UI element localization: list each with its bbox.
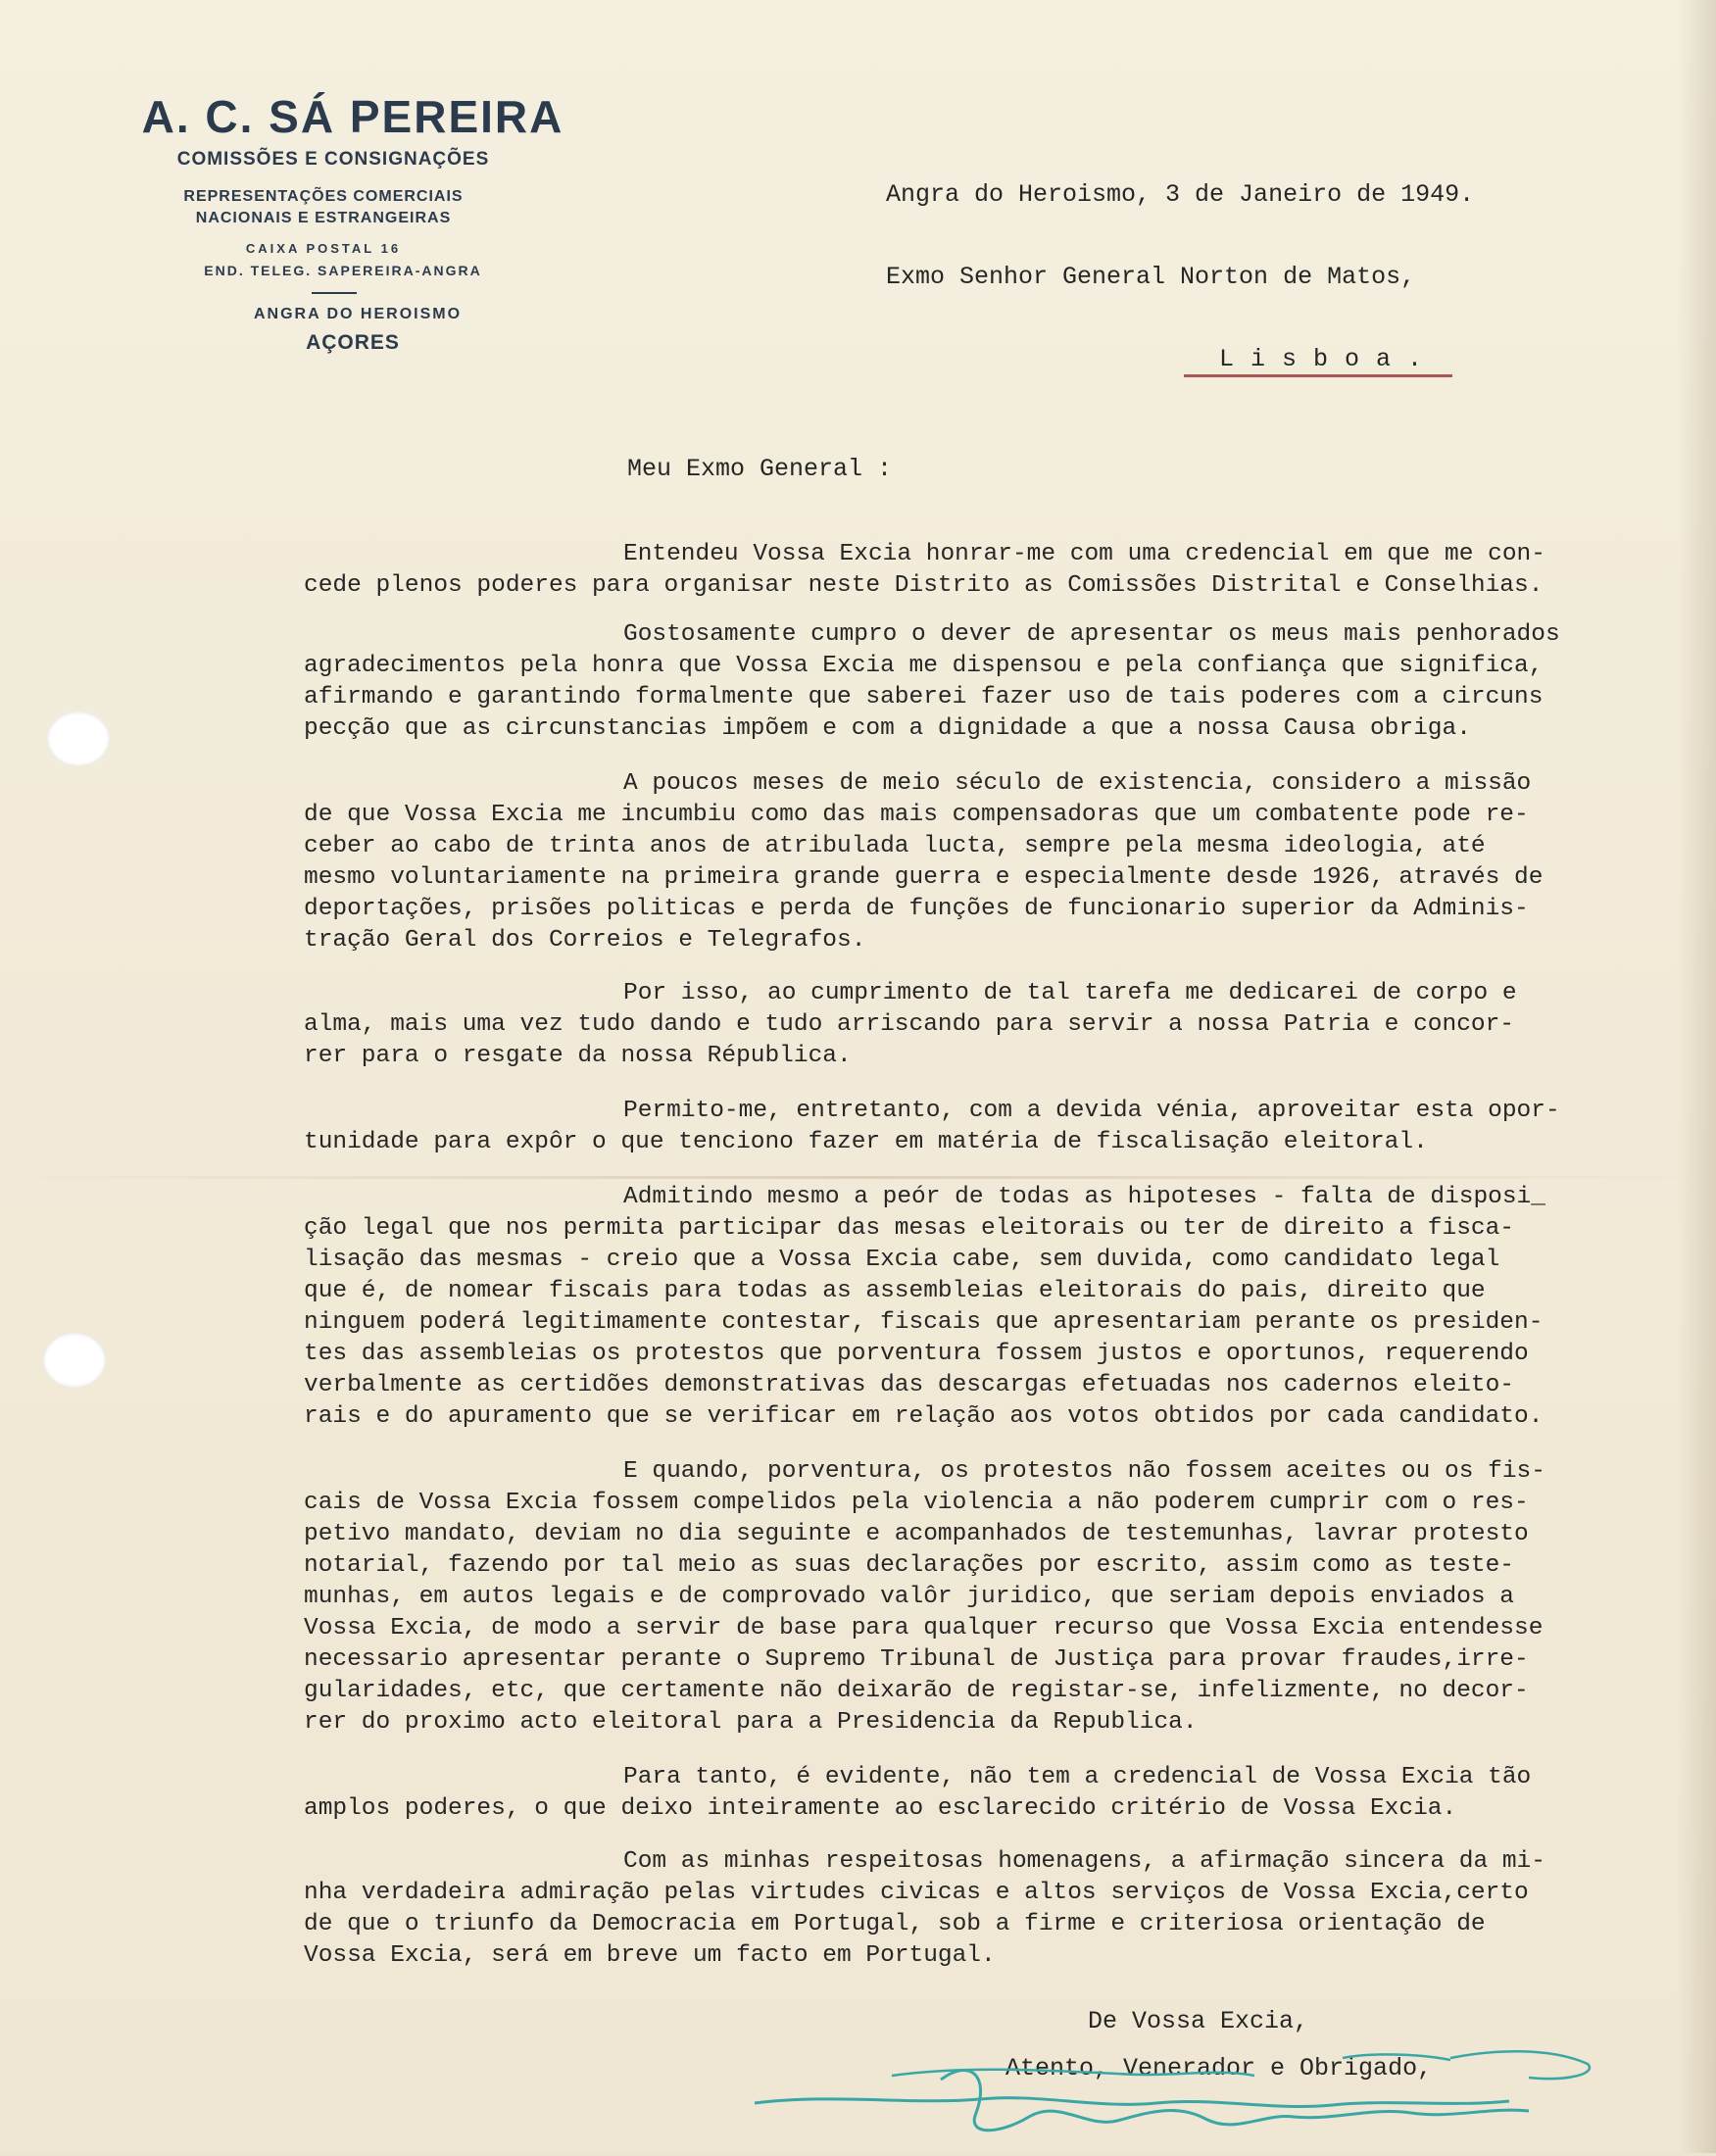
body-line: necessario apresentar perante o Supremo Tribunal de Justiça para provar fraudes,irre-: [304, 1646, 1529, 1673]
letterhead-region: AÇORES: [306, 331, 400, 354]
body-line: Entendeu Vossa Excia honrar-me com uma credencial em que me con-: [623, 541, 1545, 567]
punch-hole-upper: [47, 711, 110, 766]
body-line: Admitindo mesmo a peór de todas as hipoteses - falta de disposi_: [623, 1184, 1545, 1210]
body-line: Permito-me, entretanto, com a devida vénia, aproveitar esta opor-: [623, 1098, 1560, 1124]
body-line: deportações, prisões politicas e perda de funções de funcionario superior da Adminis-: [304, 896, 1529, 922]
body-line: Com as minhas respeitosas homenagens, a afirmação sincera da mi-: [623, 1848, 1545, 1875]
body-line: cais de Vossa Excia fossem compelidos pela violencia a não poderem cumprir com o res-: [304, 1490, 1529, 1516]
letterhead-city: ANGRA DO HEROISMO: [253, 306, 463, 322]
body-line: mesmo voluntariamente na primeira grande guerra e especialmente desde 1926, através de: [304, 864, 1544, 891]
body-line: lisação das mesmas - creio que a Vossa Excia cabe, sem duvida, como candidato legal: [304, 1247, 1500, 1273]
body-line: amplos poderes, o que deixo inteiramente ao esclarecido critério de Vossa Excia.: [304, 1795, 1457, 1822]
body-line: munhas, em autos legais e de comprovado valôr juridico, que seriam depois enviados a: [304, 1584, 1515, 1610]
body-line: Gostosamente cumpro o dever de apresentar os meus mais penhorados: [623, 621, 1560, 648]
body-line: pecção que as circunstancias impõem e com a dignidade a que a nossa Causa obriga.: [304, 715, 1471, 742]
letterhead-postal-box: CAIXA POSTAL 16: [245, 241, 402, 256]
body-line: tes das assembleias os protestos que porventura fossem justos e oportunos, requerendo: [304, 1341, 1529, 1367]
body-line: tração Geral dos Correios e Telegrafos.: [304, 927, 866, 954]
body-line: cede plenos poderes para organisar neste Distrito as Comissões Distrital e Conselhias.: [304, 572, 1544, 599]
body-line: nha verdadeira admiração pelas virtudes civicas e altos serviços de Vossa Excia,certo: [304, 1880, 1529, 1906]
body-line: alma, mais uma vez tudo dando e tudo arriscando para servir a nossa Patria e concor-: [304, 1011, 1515, 1038]
body-line: de que Vossa Excia me incumbiu como das mais compensadoras que um combatente pode re-: [304, 802, 1529, 828]
letterhead-line-2: REPRESENTAÇÕES COMERCIAIS: [183, 188, 464, 205]
body-line: que é, de nomear fiscais para todas as assembleias eleitorais do pais, direito que: [304, 1278, 1486, 1304]
body-line: ção legal que nos permita participar das mesas eleitorais ou ter de direito a fisca-: [304, 1215, 1515, 1242]
letterhead-representations: [137, 186, 510, 229]
body-line: de que o triunfo da Democracia em Portugal, sob a firme e criteriosa orientação de: [304, 1911, 1486, 1937]
city-underline: [1184, 374, 1452, 377]
body-line: Vossa Excia, de modo a servir de base para qualquer recurso que Vossa Excia entendesse: [304, 1615, 1544, 1642]
closing-line-2: Atento, Venerador e Obrigado,: [1005, 2054, 1433, 2082]
body-line: notarial, fazendo por tal meio as suas declarações por escrito, assim como as teste-: [304, 1552, 1515, 1579]
body-line: petivo mandato, deviam no dia seguinte e acompanhados de testemunhas, lavrar protesto: [304, 1521, 1529, 1547]
letterhead-business: COMISSÕES E CONSIGNAÇÕES: [176, 149, 490, 170]
body-line: agradecimentos pela honra que Vossa Excia me dispensou e pela confiança que significa,: [304, 653, 1544, 679]
body-line: rer para o resgate da nossa Républica.: [304, 1043, 852, 1069]
body-line: A poucos meses de meio século de existencia, considero a missão: [623, 770, 1532, 797]
dateline: Angra do Heroismo, 3 de Janeiro de 1949.: [886, 180, 1475, 209]
letterhead-line-3: NACIONAIS E ESTRANGEIRAS: [195, 210, 452, 226]
punch-hole-lower: [43, 1333, 106, 1388]
body-line: Vossa Excia, será em breve um facto em Portugal.: [304, 1942, 996, 1969]
letterhead-telegraph: END. TELEG. SAPEREIRA-ANGRA: [204, 263, 482, 278]
body-line: verbalmente as certidões demonstrativas das descargas efetuadas nos cadernos eleito-: [304, 1372, 1515, 1398]
closing-line-1: De Vossa Excia,: [1088, 2007, 1309, 2035]
body-line: Para tanto, é evidente, não tem a credencial de Vossa Excia tão: [623, 1764, 1532, 1790]
fold-crease: [0, 1176, 1716, 1179]
body-line: gularidades, etc, que certamente não deixarão de registar-se, infelizmente, no decor-: [304, 1678, 1529, 1704]
letterhead-name: A. C. SÁ PEREIRA: [141, 91, 564, 142]
body-line: ceber ao cabo de trinta anos de atribulada lucta, sempre pela mesma ideologia, até: [304, 833, 1486, 859]
body-line: ninguem poderá legitimamente contestar, fiscais que apresentariam perante os presiden-: [304, 1309, 1544, 1336]
body-line: afirmando e garantindo formalmente que saberei fazer uso de tais poderes com a circuns: [304, 684, 1544, 710]
salutation: Meu Exmo General :: [627, 455, 893, 483]
body-line: rer do proximo acto eleitoral para a Presidencia da Republica.: [304, 1709, 1198, 1736]
body-line: rais e do apuramento que se verificar em relação aos votos obtidos por cada candidato.: [304, 1403, 1544, 1430]
recipient-line: Exmo Senhor General Norton de Matos,: [886, 263, 1416, 291]
handwritten-signature: [745, 2019, 1607, 2156]
body-line: E quando, porventura, os protestos não fossem aceites ou os fis-: [623, 1458, 1545, 1485]
recipient-city: L i s b o a .: [1219, 345, 1424, 373]
letterhead-divider: [312, 292, 357, 294]
body-line: tunidade para expôr o que tenciono fazer em matéria de fiscalisação eleitoral.: [304, 1129, 1428, 1155]
page-edge-shadow: [1677, 0, 1716, 2153]
body-line: Por isso, ao cumprimento de tal tarefa me dedicarei de corpo e: [623, 980, 1517, 1006]
